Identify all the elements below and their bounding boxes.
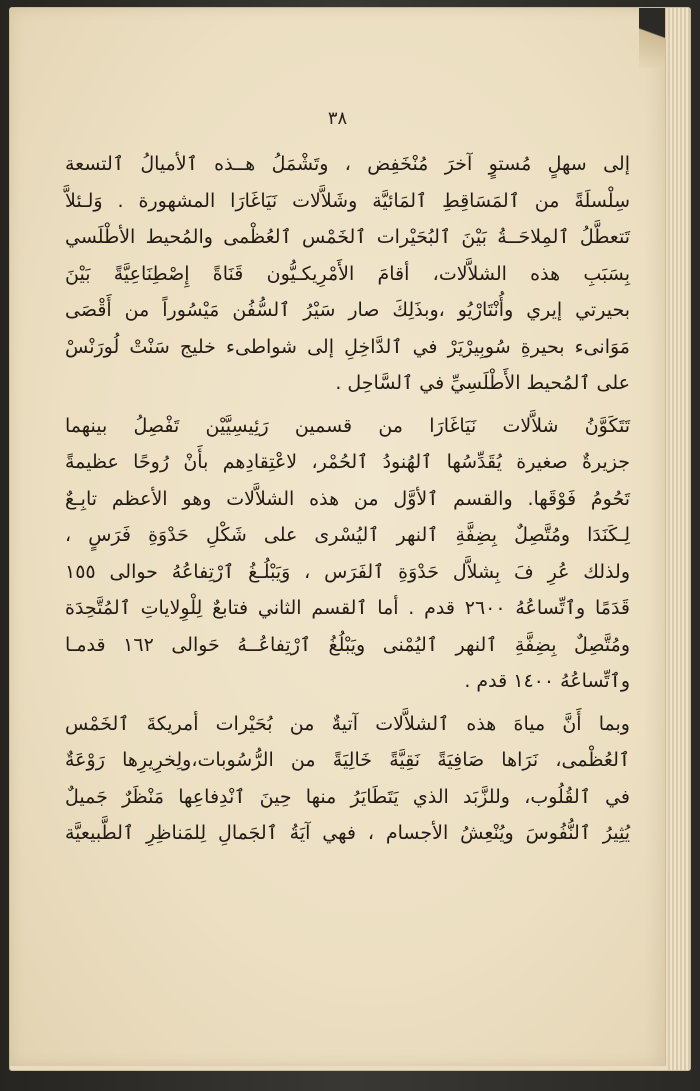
text-line: تَتعطَّلُ ٱلمِلاحَــةُ بَيْنَ ٱلبُحَيْرات ٱلخَمْس ٱلعُظْمى والمُحيط الأطْلَسي [65,226,630,248]
text-line: على ٱلمُحيط الأَطْلَسِيِّ في ٱلسَّاحِل . [335,372,630,394]
text-line: جزيرةٌ صغيرة يُقَدِّسُها ٱلهُنودُ ٱلحُمْر، لاعْتِقادِهم بأَنْ رُوحًا عظيمةً [65,451,630,473]
text-line: بِسَبَبِ هذه الشلاَّلات، أقامَ الأَمْرِيكـيُّون قَنَاةً إِصْطِنَاعِيَّةً بَيْنَ [65,262,630,285]
book-page [10,8,666,1066]
text-line: سِلْسلَةً من ٱلمَسَاقِطِ ٱلمَائيَّة وشَلاَّلات نَيَاغَارَا المشهورة . وَلـئلاَّ [65,189,630,212]
text-line: وٱتِّساعُهُ ١٤٠٠ قدم . [464,670,630,692]
text-line: لِـكَنَدَا ومُتَّصِلٌ بِضِفَّةِ ٱلنهر ٱليُسْرى على شَكْلِ حَدْوَةِ فَرَسٍ ، [65,524,630,546]
text-line: ولذلك عُرِ فَ بِشلاَّل حَدْوَةِ ٱلفَرَس ، وَيَبْلُـغُ ٱرْتِفاعُهُ حوالى ١٥٥ [65,560,630,583]
text-line: تَحُومُ فَوْقَها. والقسم ٱلأوَّل من هذه الشلاَّلات وهو الأعظم تابِـعٌ [65,487,630,510]
page-number: ٣٨ [327,108,348,129]
text-line: مَوَانىء بحيرةِ سُوبِيرْيَرْ في ٱلدَّاخِلِ إلى شواطىء خليج سَنْتْ لُورَنْسْ [65,335,630,358]
body-text [65,146,630,852]
page-corner-fold [639,8,665,68]
text-line: قَدَمًا وٱتِّساعُهُ ٢٦٠٠ قدم . أما ٱلقسم الثاني فتابعٌ لِلْوِلاياتِ ٱلمُتَّحِدَة [65,597,631,619]
text-line: وبما أَنَّ مياهَ هذه ٱلشلاَّلات آتيةٌ من بُحَيْرات أمريكةَ ٱلخَمْس [65,712,630,735]
text-line: يُثِيرُ ٱلنُّفُوسَ ويُنْعِشُ الأجسام ، فهي آيَةُ ٱلجَمالِ لِلمَناظِرِ ٱلطَّبيعيَّة [65,822,630,844]
text-line: بحيرتي إيري وأُنْتَارْيُو ،وبذَلِكَ صار سَيْرُ ٱلسُّفُن مَيْسُوراً من أَقْصَى [65,299,630,321]
text-line: في ٱلقُلُوب، وللزَّبَد الذي يَتَطَايَرُ منها حِينَ ٱنْدِفاعِها مَنْظَرٌ جَميلٌ [65,785,630,808]
text-line: ومُتَّصِلٌ بِضِفَّةِ ٱلنهر ٱليُمْنى ويَبْلُغُ ٱرْتِفاعُــهُ حَوالى ١٦٢ قدمـا [65,633,630,656]
paragraph [65,146,630,402]
paragraph [65,706,630,852]
paragraph [65,408,630,700]
text-line: إلى سهلٍ مُستوٍ آخرَ مُنْخَفِض ، وتَشْمَلُ هــذه ٱلأميالُ ٱلتسعة [65,153,630,175]
text-line: ٱلعُظْمى، نَرَاها صَافِيَةً نَقِيَّةً خَالِيَةً من الرُّسُوبات،ولِخرِيرِها رَوْعَةٌ [65,749,630,771]
text-line: تَتَكَوَّنُ شلاَّلات نَيَاغَارَا من قسمين رَئِيسِيَّيْن تَفْصِلُ بينهما [65,414,630,437]
